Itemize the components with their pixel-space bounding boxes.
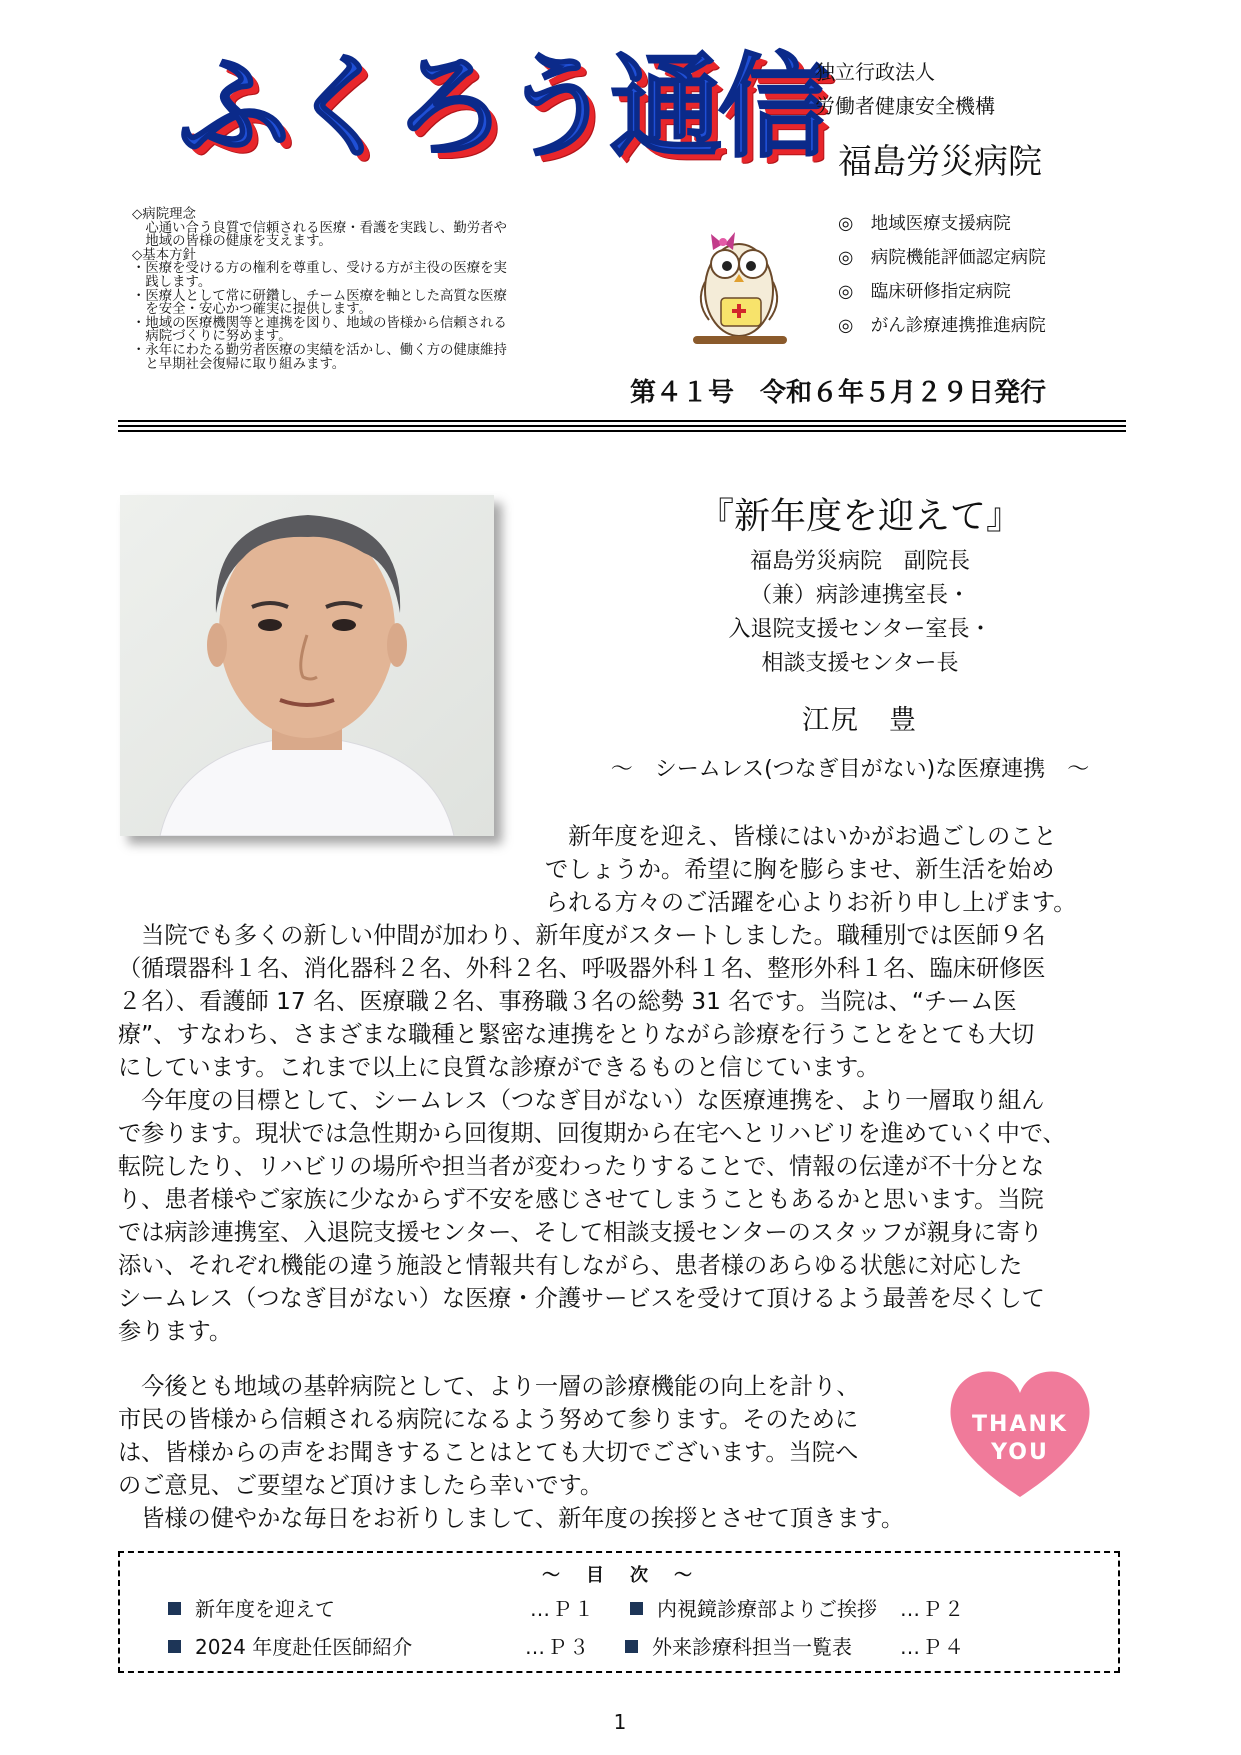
article-title: 『新年度を迎えて』 [697, 496, 1022, 537]
toc-item-label: 外来診療科担当一覧表 [652, 1635, 852, 1659]
newsletter-title: ふくろう通信 [178, 43, 826, 173]
accreditation-item: ◎ 地域医療支援病院 [838, 214, 1011, 234]
philosophy-line: ・永年にわたる勤労者医療の実績を活かし、働く方の健康維持 [132, 342, 507, 358]
closing-line: 皆様の健やかな毎日をお祈りしまして、新年度の挨拶とさせて頂きます。 [118, 1505, 905, 1532]
text-line: 療”、すなわち、さまざまな職種と緊密な連携をとりながら診療を行うことをとても大切 [118, 1021, 1035, 1048]
philosophy-line: 病院づくりに努めます。 [132, 329, 292, 345]
square-bullet-icon [168, 1640, 181, 1653]
thank-you-heart-icon [945, 1365, 1095, 1503]
thank-text: THANK [972, 1412, 1068, 1437]
you-text: YOU [991, 1440, 1049, 1465]
toc-item[interactable] [168, 1631, 412, 1660]
author-photo [120, 495, 494, 836]
toc-item-page: …Ｐ１ [530, 1597, 596, 1621]
author-title-line: 福島労災病院 副院長 [749, 549, 970, 574]
text-line: られる方々のご活躍を心よりお祈り申し上げます。 [545, 889, 1077, 916]
square-bullet-icon [625, 1640, 638, 1653]
philosophy-line: 地域の皆様の健康を支えます。 [132, 234, 332, 250]
text-line: 今後とも地域の基幹病院として、より一層の診療機能の向上を計り、 [118, 1373, 860, 1400]
text-line: 市民の皆様から信頼される病院になるよう努めて参ります。そのために [118, 1406, 859, 1433]
toc-item-label: 内視鏡診療部よりご挨拶 [657, 1597, 877, 1621]
article-paragraph [118, 919, 1066, 1348]
text-line: でしょうか。希望に胸を膨らませ、新生活を始め [545, 856, 1055, 883]
text-line: で参ります。現状では急性期から回復期、回復期から在宅へとリハビリを進めていく中で、 [118, 1120, 1066, 1147]
philosophy-line: ・医療を受ける方の権利を尊重し、受ける方が主役の医療を実 [132, 261, 507, 277]
issue-info: 第４１号 令和６年５月２９日発行 [630, 378, 1047, 408]
philosophy-line: ◇基本方針 [132, 247, 196, 263]
article-paragraph [545, 820, 1076, 919]
philosophy-line: ・地域の医療機関等と連携を図り、地域の皆様から信頼される [132, 315, 507, 331]
toc-item-label: 2024 年度赴任医師紹介 [195, 1635, 413, 1659]
square-bullet-icon [630, 1602, 643, 1615]
table-of-contents [118, 1551, 1120, 1673]
author-title-line: （兼）病診連携室長・ [749, 583, 970, 608]
text-line: シームレス（つなぎ目がない）な医療・介護サービスを受けて頂けるよう最善を尽くして [118, 1285, 1045, 1312]
text-line: では病診連携室、入退院支援センター、そして相談支援センターのスタッフが親身に寄り [118, 1219, 1043, 1246]
article-subtitle: ～ シームレス(つなぎ目がない)な医療連携 ～ [610, 757, 1090, 782]
text-line: ２名）、看護師 17 名、医療職２名、事務職３名の総勢 31 名です。当院は、“チーム医 [118, 988, 1017, 1015]
accreditation-item: ◎ 臨床研修指定病院 [838, 282, 1011, 302]
text-line: にしています。これまで以上に良質な診療ができるものと信じています。 [118, 1054, 880, 1081]
toc-item[interactable] [625, 1631, 852, 1660]
philosophy-line: と早期社会復帰に取り組みます。 [132, 356, 346, 372]
author-title-line: 入退院支援センター室長・ [728, 617, 992, 642]
text-line: 当院でも多くの新しい仲間が加わり、新年度がスタートしました。職種別では医師９名 [118, 922, 1046, 949]
header-divider [118, 420, 1126, 432]
author-name: 江尻 豊 [802, 705, 918, 736]
toc-item-page: …Ｐ３ [525, 1635, 591, 1659]
author-titles [600, 545, 1120, 681]
author-title-line: 相談支援センター長 [761, 651, 959, 676]
text-line: 今年度の目標として、シームレス（つなぎ目がない）な医療連携を、より一層取り組ん [118, 1087, 1045, 1114]
organization-subname: 労働者健康安全機構 [815, 94, 995, 118]
text-line: 転院したり、リハビリの場所や担当者が変わったりすることで、情報の伝達が不十分とな [118, 1153, 1045, 1180]
text-line: 新年度を迎え、皆様にはいかがお過ごしのこと [545, 823, 1057, 850]
text-line: 添い、それぞれ機能の違う施設と情報共有しながら、患者様のあらゆる状態に対応した [118, 1252, 1023, 1279]
organization-name: 独立行政法人 [815, 60, 935, 84]
owl-mascot-icon [683, 212, 795, 352]
philosophy-line: 践します。 [132, 274, 212, 290]
toc-item[interactable] [630, 1593, 877, 1622]
accreditation-list [838, 210, 1046, 346]
text-line: （循環器科１名、消化器科２名、外科２名、呼吸器外科１名、整形外科１名、臨床研修医 [118, 955, 1046, 982]
toc-item[interactable] [168, 1593, 335, 1622]
hospital-name: 福島労災病院 [838, 142, 1042, 182]
accreditation-item: ◎ がん診療連携推進病院 [838, 316, 1046, 336]
philosophy-line: ◇病院理念 [132, 207, 196, 222]
article-paragraph [118, 1370, 860, 1502]
toc-header: ～ 目 次 ～ [542, 1565, 696, 1586]
text-line: のご意見、ご要望など頂けましたら幸いです。 [118, 1472, 604, 1499]
toc-item-label: 新年度を迎えて [195, 1597, 335, 1621]
philosophy-line: を安全・安心かつ確実に提供します。 [132, 302, 372, 318]
text-line: は、皆様からの声をお聞きすることはとても大切でございます。当院へ [118, 1439, 859, 1466]
text-line: り、患者様やご家族に少なからず不安を感じさせてしまうこともあるかと思います。当院 [118, 1186, 1044, 1213]
philosophy-line: ・医療人として常に研鑽し、チーム医療を軸とした高質な医療 [132, 288, 507, 304]
square-bullet-icon [168, 1602, 181, 1615]
hospital-philosophy [132, 208, 607, 371]
toc-item-page: …Ｐ４ [900, 1635, 966, 1659]
philosophy-line: 心通い合う良質で信頼される医療・看護を実践し、勤労者や [132, 220, 507, 236]
text-line: 参ります。 [118, 1318, 233, 1345]
toc-item-page: …Ｐ２ [900, 1597, 966, 1621]
page-number: 1 [613, 1710, 627, 1734]
accreditation-item: ◎ 病院機能評価認定病院 [838, 248, 1046, 268]
